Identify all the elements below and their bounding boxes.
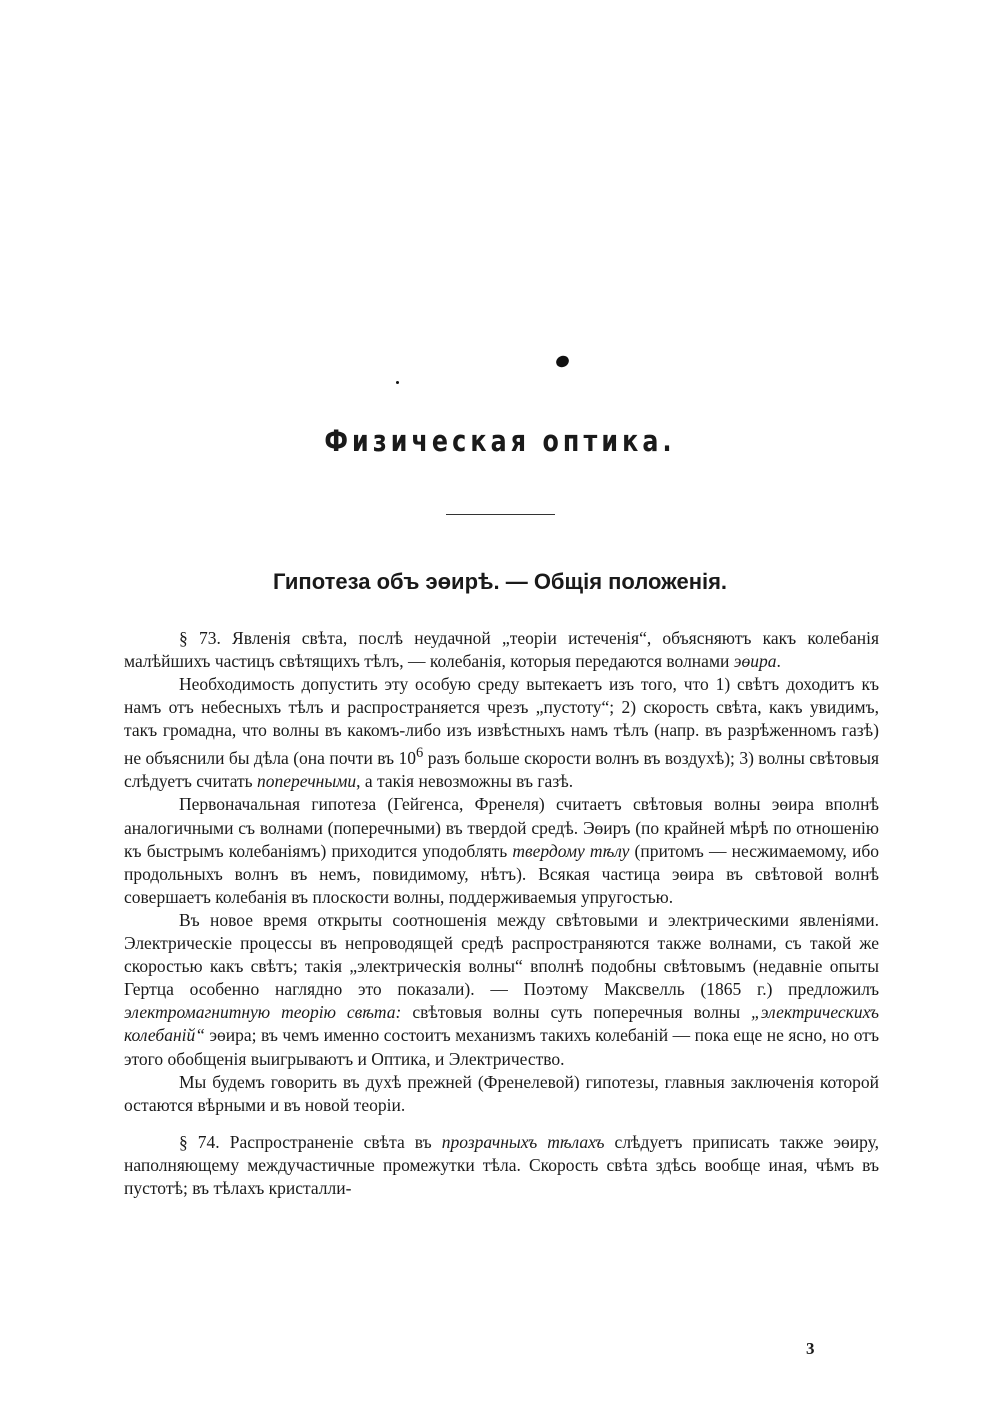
section-heading: Гипотеза объ эөирѣ. — Общія положенія. bbox=[272, 569, 728, 594]
chapter-title: Физическая оптика. bbox=[324, 424, 676, 458]
paragraph-original-hypothesis: Первоначальная гипотеза (Гейгенса, Френеля) считаетъ свѣтовыя волны эөира вполнѣ аналогичными съ волнами (поперечными) въ твердой средѣ. Эөиръ (по крайней мѣрѣ по отношенію къ быстрымъ колебаніямъ) приходится уподоблять твердому тѣлу (притомъ — несжимаемому, ибо продольныхъ волнъ въ немъ, повидимому, нѣтъ). Всякая частица эөира въ свѣтовой волнѣ совершаетъ колебанія въ плоскости волны, поддерживаемыя упругостью. bbox=[124, 794, 879, 907]
paragraph-electromagnetic-theory: Въ новое время открыты соотношенія между свѣтовыми и электрическими явленіями. Электрическіе процессы въ непроводящей средѣ распространяются также волнами, съ такой же скоростью какъ свѣтъ; такія „электрическія волны“ вполнѣ подобны свѣтовымъ (недавніе опыты Гертца особенно наглядно это показали). — Поэтому Максвелль (1865 г.) предложилъ электромагнитную теорію свѣта: свѣтовыя волны суть поперечныя волны „электрическихъ колебаній“ эөира; въ чемъ именно состоитъ механизмъ такихъ колебаній — пока еще не ясно, но отъ этого обобщенія выигрываютъ и Оптика, и Электричество. bbox=[124, 909, 879, 1069]
paragraph-74: § 74. Распространеніе свѣта въ прозрачныхъ тѣлахъ слѣдуетъ приписать также эөиру, наполняющему междучастичные промежутки тѣла. Скорость свѣта здѣсь вообще иная, чѣмъ въ пустотѣ; въ тѣлахъ кристалли- bbox=[124, 1131, 879, 1198]
title-divider bbox=[446, 514, 555, 515]
paragraph-medium-necessity: Необходимость допустить эту особую среду вытекаетъ изъ того, что 1) свѣтъ доходитъ къ намъ отъ небесныхъ тѣлъ и распространяется чрезъ „пустоту“; 2) скорость свѣта, какъ увидимъ, такъ громадна, что волны въ какомъ-либо изъ извѣстныхъ намъ тѣлъ (напр. въ разрѣженномъ газѣ) не объяснили бы дѣла (она почти въ $10^6$ разъ больше скорости волнъ въ воздухѣ); 3) волны свѣтовыя слѣдуетъ считать поперечными, а такія невозможны въ газѣ. bbox=[124, 674, 879, 792]
page-number: 3 bbox=[806, 1339, 815, 1358]
paragraph-fresnel-spirit: Мы будемъ говорить въ духѣ прежней (Френелевой) гипотезы, главныя заключенія которой остаются вѣрными и въ новой теоріи. bbox=[124, 1071, 879, 1115]
ink-dot bbox=[396, 381, 399, 384]
paragraph-73: § 73. Явленія свѣта, послѣ неудачной „теоріи истеченія“, объясняютъ какъ колебанія малѣйшихъ частицъ свѣтящихъ тѣлъ, — колебанія, которыя передаются волнами эөира. bbox=[124, 628, 879, 672]
body-text bbox=[124, 627, 879, 1200]
ink-speck bbox=[554, 354, 570, 369]
